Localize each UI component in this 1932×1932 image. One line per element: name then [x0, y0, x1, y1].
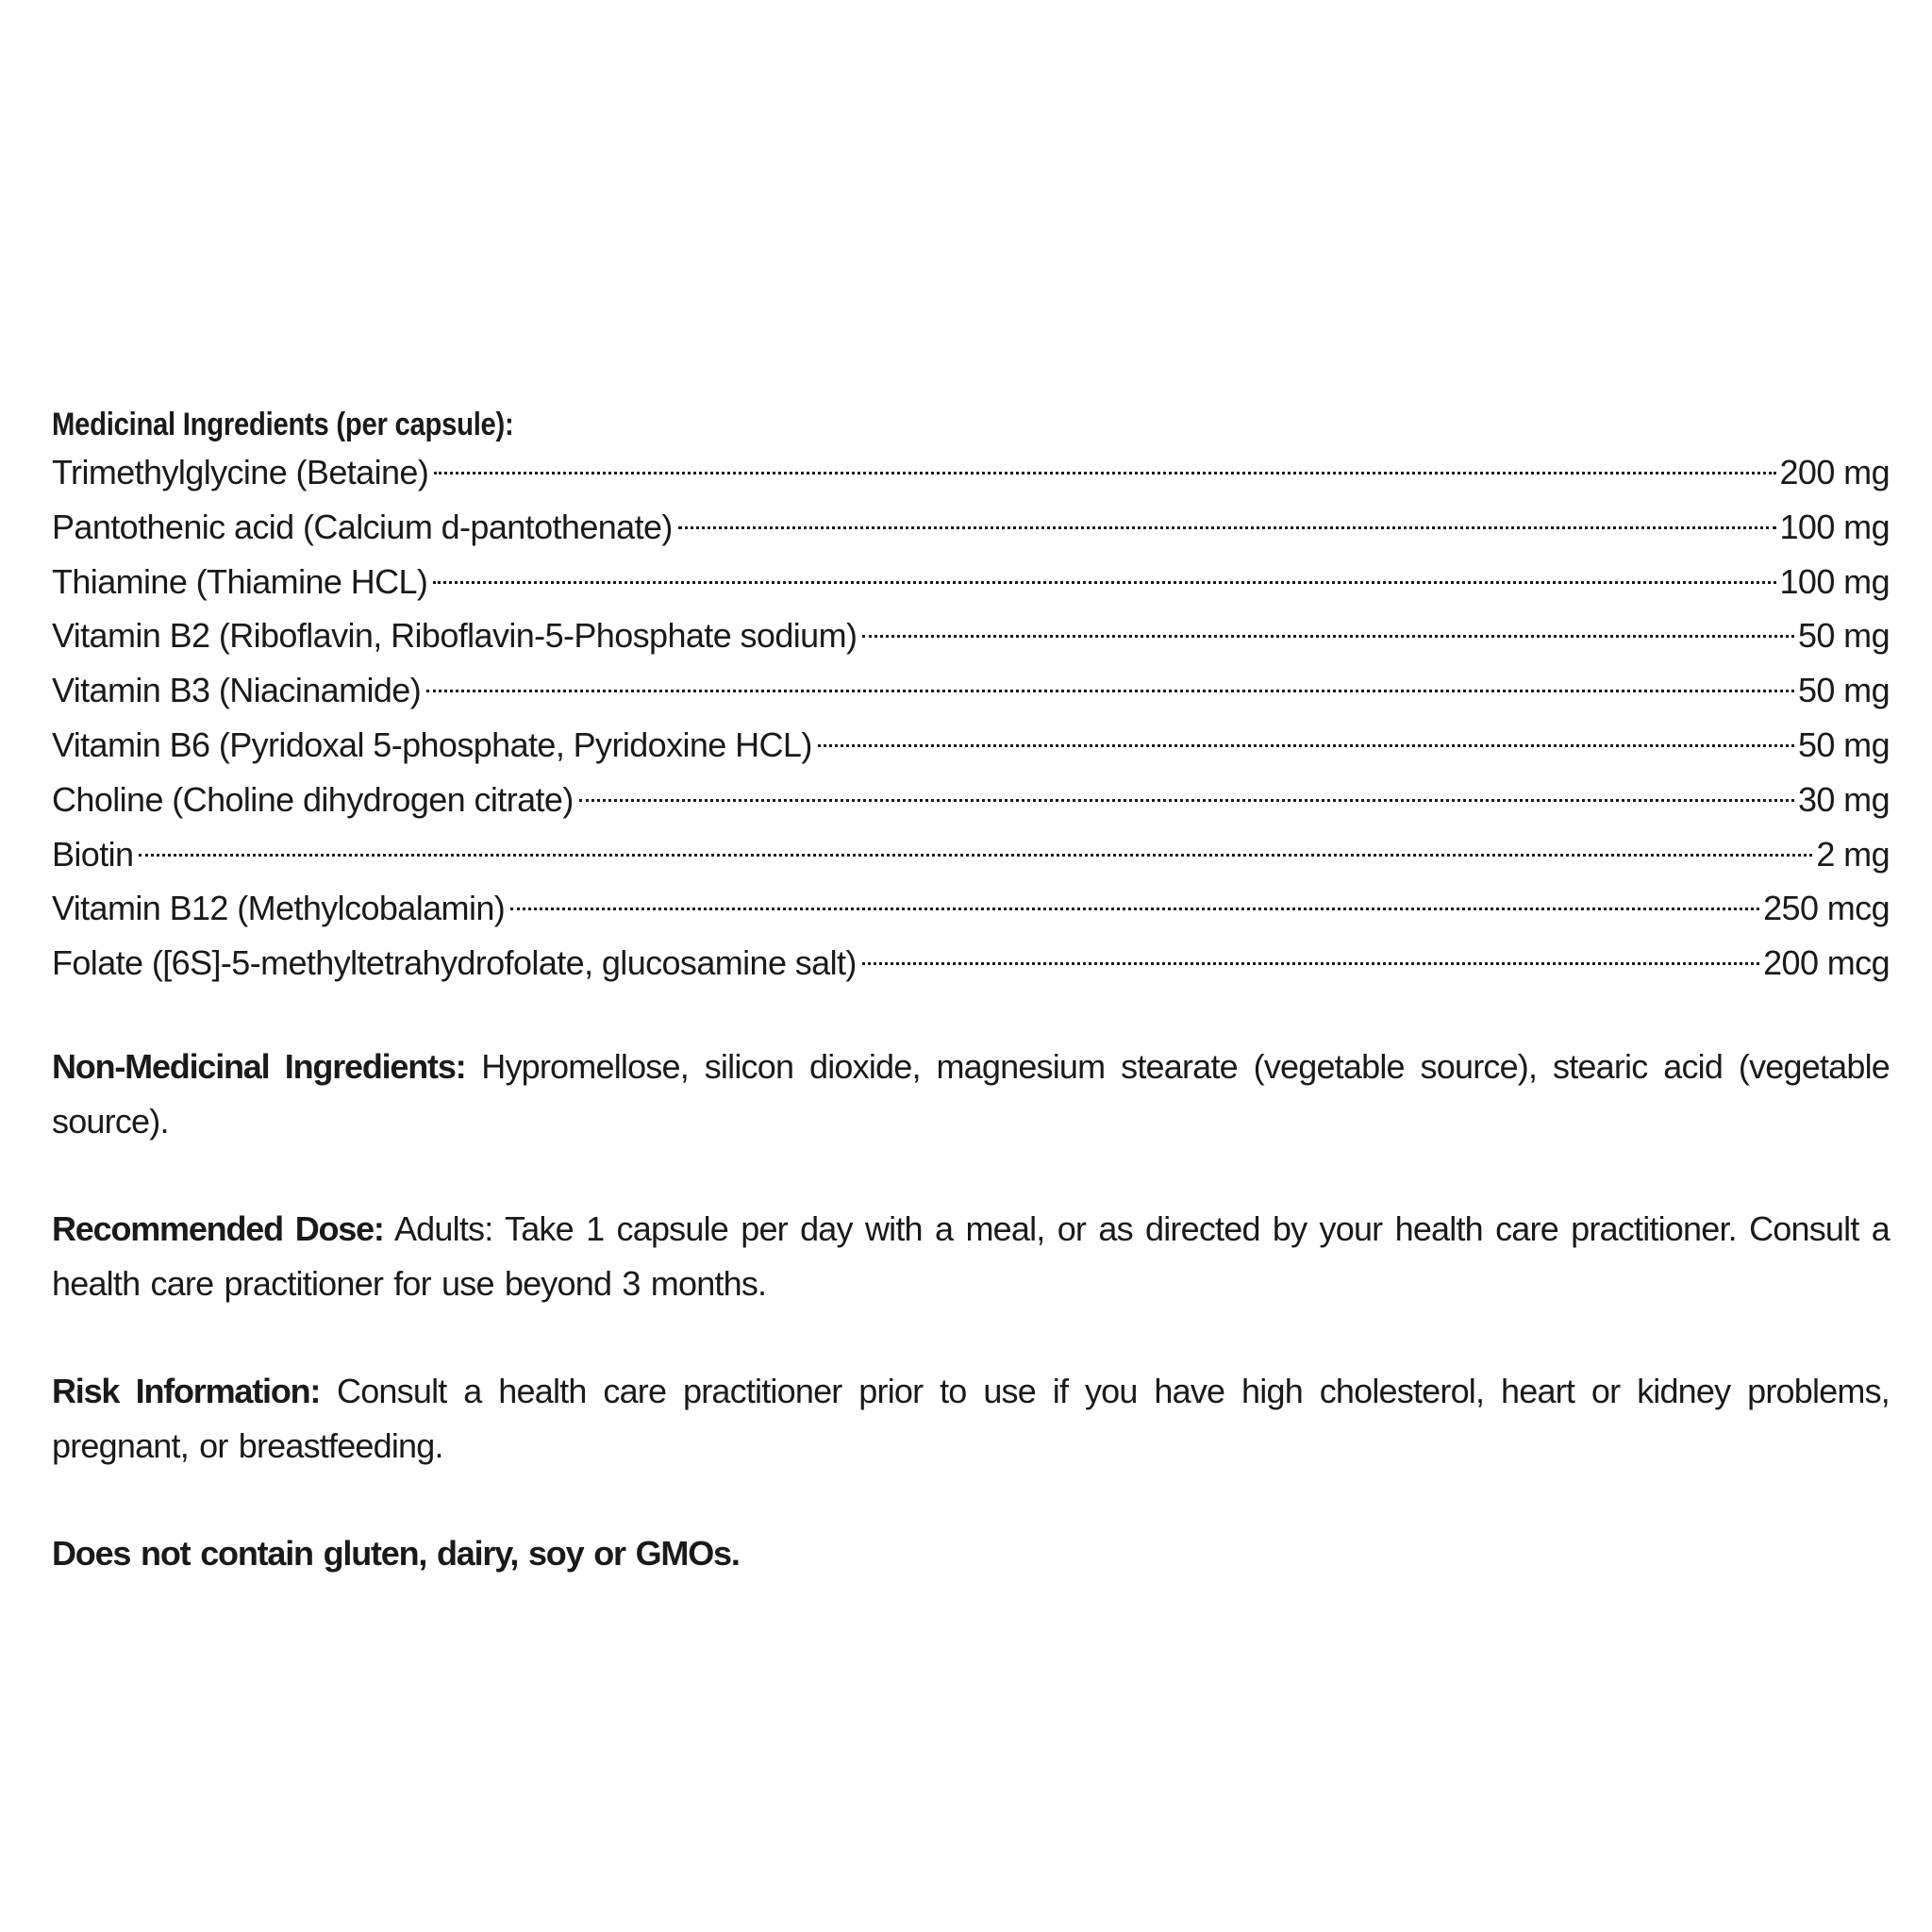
risk-information-text: Consult a health care practitioner prior to use if you have high cholesterol, heart or kidney problems, pregnant, or breastfeeding.: [52, 1371, 1890, 1465]
non-medicinal-ingredients: [52, 1040, 1890, 1149]
non-medicinal-text: Hypromellose, silicon dioxide, magnesium stearate (vegetable source), stearic acid (vegetable source).: [52, 1046, 1890, 1141]
ingredient-amount: 50 mg: [1797, 616, 1890, 656]
ingredient-name: Vitamin B12 (Methylcobalamin): [52, 889, 506, 928]
ingredient-name: Pantothenic acid (Calcium d-pantothenate): [52, 507, 673, 546]
ingredient-row: [52, 827, 1890, 882]
medicinal-ingredients-list: [52, 445, 1890, 991]
ingredient-amount: 30 mg: [1797, 779, 1890, 819]
dot-leader: [426, 690, 1794, 692]
ingredient-name: Thiamine (Thiamine HCL): [52, 561, 428, 601]
ingredient-row: [52, 663, 1890, 718]
dot-leader: [862, 635, 1794, 638]
recommended-dose: [52, 1202, 1890, 1311]
ingredient-row: [52, 608, 1890, 663]
dot-leader: [433, 581, 1775, 584]
dot-leader: [818, 744, 1794, 747]
ingredient-amount: 250 mcg: [1763, 889, 1890, 928]
ingredient-name: Biotin: [52, 834, 134, 874]
ingredient-amount: 50 mg: [1797, 724, 1890, 764]
recommended-dose-text: Adults: Take 1 capsule per day with a meal, or as directed by your health care practitioner. Consult a health care practitioner for use beyond 3 months.: [52, 1208, 1890, 1303]
dot-leader: [678, 526, 1776, 529]
ingredient-row: [52, 718, 1890, 773]
ingredient-row: [52, 500, 1890, 555]
dot-leader: [434, 472, 1775, 475]
supplement-label: [52, 404, 1890, 1581]
non-medicinal-label: Non-Medicinal Ingredients:: [52, 1046, 466, 1086]
ingredient-name: Trimethylglycine (Betaine): [52, 453, 429, 491]
ingredient-name: Choline (Choline dihydrogen citrate): [52, 779, 574, 819]
ingredient-row: [52, 555, 1890, 609]
dot-leader: [510, 908, 1759, 910]
ingredient-row: [52, 445, 1890, 500]
dot-leader: [579, 799, 1794, 802]
dot-leader: [862, 962, 1759, 965]
ingredient-amount: 200 mg: [1779, 453, 1890, 491]
risk-information: [52, 1364, 1890, 1474]
ingredient-row: [52, 881, 1890, 936]
medicinal-ingredients-title: Medicinal Ingredients (per capsule):: [52, 407, 514, 442]
ingredient-name: Vitamin B6 (Pyridoxal 5-phosphate, Pyridoxine HCL): [52, 724, 812, 764]
ingredient-amount: 100 mg: [1779, 561, 1890, 601]
ingredient-amount: 100 mg: [1779, 507, 1890, 546]
ingredient-name: Vitamin B3 (Niacinamide): [52, 671, 422, 710]
recommended-dose-label: Recommended Dose:: [52, 1208, 384, 1248]
ingredient-amount: 2 mg: [1816, 834, 1890, 874]
allergen-statement: Does not contain gluten, dairy, soy or GMOs.: [52, 1533, 740, 1573]
dot-leader: [139, 854, 1812, 857]
risk-information-label: Risk Information:: [52, 1371, 321, 1410]
ingredient-amount: 50 mg: [1797, 671, 1890, 710]
ingredient-row: [52, 773, 1890, 827]
ingredient-name: Folate ([6S]-5-methyltetrahydrofolate, glucosamine salt): [52, 943, 857, 983]
ingredient-amount: 200 mcg: [1763, 943, 1890, 983]
ingredient-name: Vitamin B2 (Riboflavin, Riboflavin-5-Phosphate sodium): [52, 616, 858, 656]
ingredient-row: [52, 936, 1890, 991]
